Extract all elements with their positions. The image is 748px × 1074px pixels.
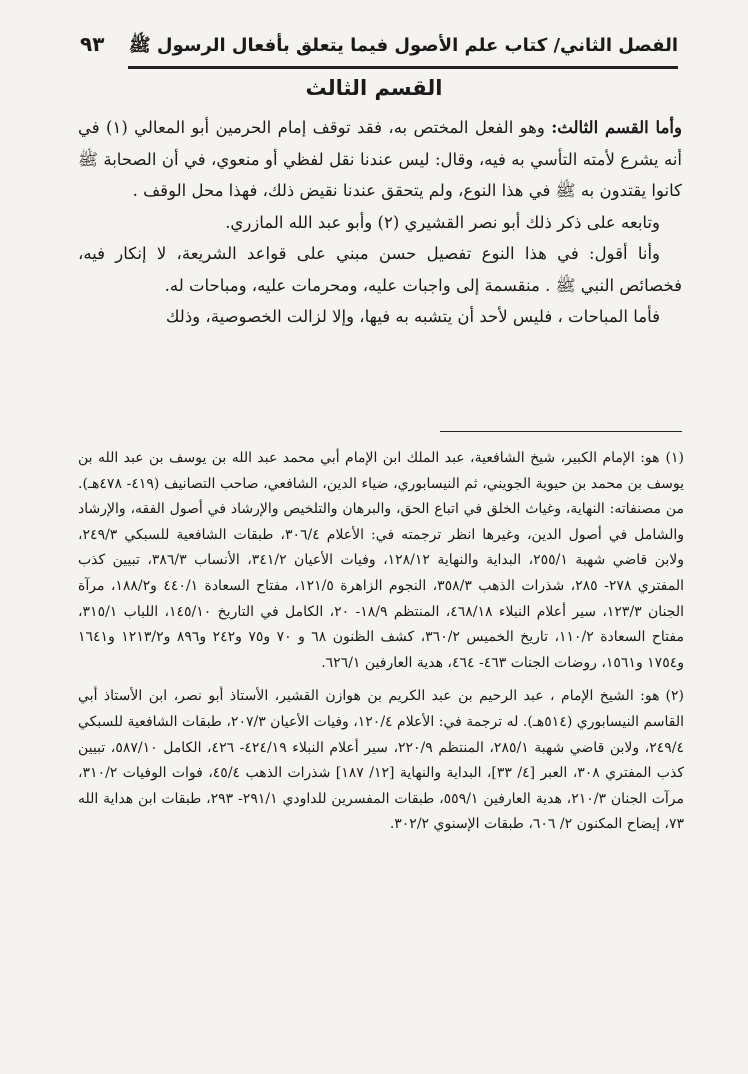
footnote-separator — [440, 431, 682, 432]
page-number: ٩٣ — [80, 32, 105, 56]
paragraph-lead: وأما القسم الثالث: — [551, 118, 682, 137]
footnotes — [78, 446, 684, 846]
footnote-1 — [78, 446, 684, 676]
paragraph-1 — [78, 112, 682, 207]
footnote-2 — [78, 684, 684, 838]
paragraph-2: وتابعه على ذكر ذلك أبو نصر القشيري (٢) وأبو عبد الله المازري. — [225, 212, 660, 232]
header-rule — [128, 66, 678, 69]
running-header — [80, 34, 678, 70]
footnote-number: (٢) — [665, 688, 684, 705]
paragraph-1-text: وهو الفعل المختص به، فقد توقف إمام الحرمين أبو المعالي (١) في أنه يشرع لأمته التأسي به فيه، وقال: ليس عندنا نقل لفظي أو منعوي، في أن الصحابة ﷺ كانوا يقتدون به ﷺ في هذا النوع، ولم يتحقق عندنا نقيض ذلك، فهذا محل الوقف . — [78, 118, 682, 200]
footnote-number: (١) — [665, 450, 684, 466]
paragraph-3: وأنا أقول: في هذا النوع تفصيل حسن مبني على قواعد الشريعة، لا إنكار فيه، فخصائص النبي ﷺ . منقسمة إلى واجبات عليه، ومحرمات عليه، ومباحات له. — [78, 244, 682, 295]
section-heading: القسم الثالث — [305, 76, 443, 100]
paragraph-4: فأما المباحات ، فليس لأحد أن يتشبه به فيها، وإلا لزالت الخصوصية، وذلك — [165, 307, 660, 326]
main-text — [78, 112, 682, 333]
chapter-title: الفصل الثاني/ كتاب علم الأصول فيما يتعلق بأفعال الرسول ﷺ — [128, 35, 678, 56]
footnote-text: هو: الإمام الكبير، شيخ الشافعية، عبد الملك ابن الإمام أبي محمد عبد الله بن يوسف بن عبد الله بن يوسف بن محمد بن حيوية الجويني، ثم النيسابوري، ضياء الدين، الشافعي، صاحب التصانيف (٤١٩- ٤٧٨هـ). من مصنفاته: النهاية، وغياث الخلق في اتباع الحق، والبرهان والتلخيص والإرشاد في أصول الفقه، والإرشاد والشامل في أصول الدين، وغيرها انظر ترجمته في: الأعلام ٣٠٦/٤، طبقات الشافعية للسبكي ٢٤٩/٣، ولابن قاضي شهبة ٢٥٥/١، البداية والنهاية ١٢٨/١٢، وفيات الأعيان ٣٤١/٢، الأنساب ٣٨٦/٣، تبيين كذب المفتري ٢٧٨- ٢٨٥، شذرات الذهب ٣٥٨/٣، النجوم الزاهرة ١٢١/٥، مفتاح السعادة ٤٤٠/١ و١٨٨/٢، مرآة الجنان ١٢٣/٣، سير أعلام النبلاء ٤٦٨/١٨، المنتظم ١٨/٩- ٢٠، الكامل في التاريخ ١٤٥/١٠، اللباب ٣١٥/١، مفتاح السعادة ١١٠/٢، تاريخ الخميس ٣٦٠/٢، كشف الظنون ٦٨ و ٧٠ و٧٥ و٢٤٢ و٨٩٦ و١٢١٣/٢ و١٦٤١ و١٧٥٤ و١٥٦١، روضات الجنات ٤٦٣- ٤٦٤، هدية العارفين ٦٢٦/١. — [78, 450, 685, 671]
footnote-text: هو: الشيخ الإمام ، عبد الرحيم بن عبد الكريم بن هوازن القشير، الأستاذ أبو نصر، ابن الأستاذ أبي القاسم النيسابوري (٥١٤هـ). له ترجمة في: الأعلام ١٢٠/٤، وفيات الأعيان ٢٠٧/٣، طبقات الشافعية للسبكي ٢٤٩/٤، ولابن قاضي شهبة ٢٨٥/١، المنتظم ٢٢٠/٩، سير أعلام النبلاء ٤٢٤/١٩- ٤٢٦، الكامل ٥٨٧/١٠، تبيين كذب المفتري ٣٠٨، العبر [٤/ ٣٣]، البداية والنهاية [١٢/ ١٨٧] شذرات الذهب ٤٥/٤، فوات الوفيات ٣١٠/٢، مرآت الجنان ٢١٠/٣، هدية العارفين ٥٥٩/١، طبقات المفسرين للداودي ٢٩١/١- ٢٩٣، طبقات ابن هداية الله ٧٣، إيضاح المكنون ٢/ ٦٠٦، طبقات الإسنوي ٣٠٢/٢. — [78, 688, 684, 833]
